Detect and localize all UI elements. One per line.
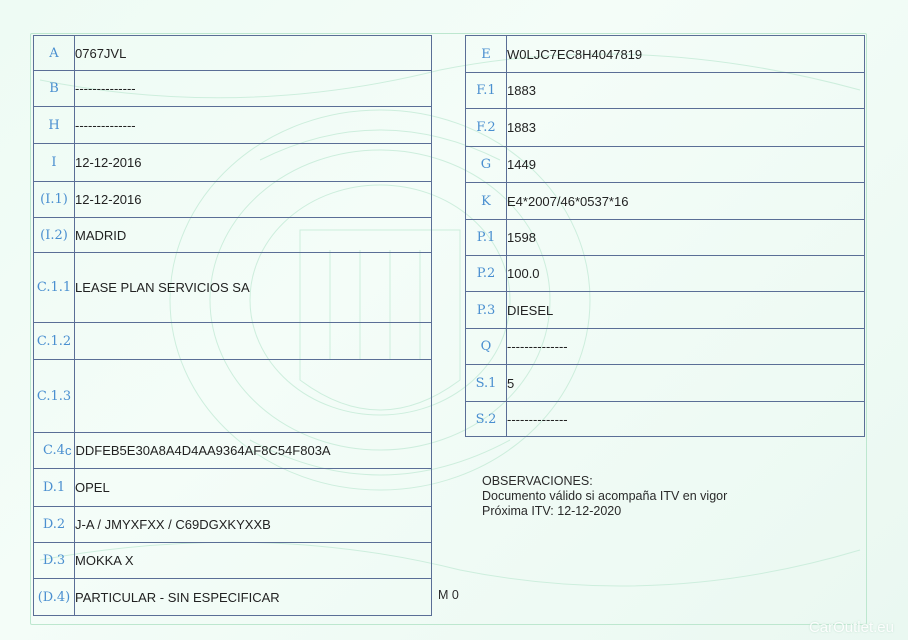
table-row	[466, 73, 865, 109]
field-code: C.4	[34, 433, 75, 469]
table-row	[466, 402, 865, 437]
field-code: D.1	[34, 469, 75, 507]
field-value: J-A / JMYXFXX / C69DGXKYXXB	[75, 507, 432, 543]
field-code: H	[34, 107, 75, 144]
field-value: --------------	[75, 71, 432, 107]
field-value: LEASE PLAN SERVICIOS SA	[75, 253, 432, 323]
left-registration-table	[33, 35, 432, 616]
table-row	[34, 360, 432, 433]
field-code: (D.4)	[34, 579, 75, 616]
field-code: G	[466, 147, 507, 183]
field-value: --------------	[507, 402, 865, 437]
observations-block	[482, 474, 727, 519]
table-row	[34, 218, 432, 253]
field-value: DIESEL	[507, 292, 865, 329]
field-value: 1883	[507, 109, 865, 147]
field-value: E4*2007/46*0537*16	[507, 183, 865, 220]
field-code: (I.2)	[34, 218, 75, 253]
field-value: MADRID	[75, 218, 432, 253]
field-value: 5	[507, 365, 865, 402]
right-registration-table	[465, 35, 865, 437]
field-value	[75, 323, 432, 360]
field-value	[75, 360, 432, 433]
table-row	[466, 256, 865, 292]
table-row	[466, 220, 865, 256]
field-code: C.1.2	[34, 323, 75, 360]
observations-line: Próxima ITV: 12-12-2020	[482, 504, 622, 518]
table-row	[466, 183, 865, 220]
field-value-text: DDFEB5E30A8A4D4AA9364AF8C54F803A	[75, 443, 331, 458]
table-row	[34, 323, 432, 360]
table-row	[34, 579, 432, 616]
table-row	[34, 144, 432, 182]
field-code: C.1.1	[34, 253, 75, 323]
field-code: P.1	[466, 220, 507, 256]
observations-heading: OBSERVACIONES:	[482, 474, 593, 488]
table-row	[34, 182, 432, 218]
field-value: 1449	[507, 147, 865, 183]
watermark: CarOutlet.eu	[808, 619, 894, 636]
field-value: --------------	[75, 107, 432, 144]
table-row	[34, 433, 432, 469]
table-row	[466, 329, 865, 365]
table-row	[34, 543, 432, 579]
field-value: --------------	[507, 329, 865, 365]
mark-label: M 0	[438, 588, 459, 602]
field-value: 0767JVL	[75, 36, 432, 71]
table-row	[34, 107, 432, 144]
field-code: A	[34, 36, 75, 71]
field-value: PARTICULAR - SIN ESPECIFICAR	[75, 579, 432, 616]
field-code: S.1	[466, 365, 507, 402]
field-code: F.2	[466, 109, 507, 147]
field-value: 12-12-2016	[75, 182, 432, 218]
field-value: 12-12-2016	[75, 144, 432, 182]
table-row	[466, 147, 865, 183]
table-row	[34, 36, 432, 71]
field-code: E	[466, 36, 507, 73]
field-code: Q	[466, 329, 507, 365]
field-code: K	[466, 183, 507, 220]
table-row	[466, 36, 865, 73]
field-code: I	[34, 144, 75, 182]
observations-line: Documento válido si acompaña ITV en vigor	[482, 489, 728, 503]
table-row	[466, 292, 865, 329]
table-row	[34, 507, 432, 543]
table-row	[34, 253, 432, 323]
field-code: F.1	[466, 73, 507, 109]
field-value: 1883	[507, 73, 865, 109]
field-code: S.2	[466, 402, 507, 437]
field-code: (I.1)	[34, 182, 75, 218]
field-prefix: c	[65, 443, 72, 458]
field-value: 100.0	[507, 256, 865, 292]
field-code: D.2	[34, 507, 75, 543]
field-code: P.3	[466, 292, 507, 329]
table-row	[466, 365, 865, 402]
table-row	[466, 109, 865, 147]
field-value: 1598	[507, 220, 865, 256]
table-row	[34, 71, 432, 107]
field-code: D.3	[34, 543, 75, 579]
field-value	[65, 433, 432, 469]
field-code: B	[34, 71, 75, 107]
field-code: C.1.3	[34, 360, 75, 433]
field-value: OPEL	[75, 469, 432, 507]
table-row	[34, 469, 432, 507]
field-value: MOKKA X	[75, 543, 432, 579]
field-code: P.2	[466, 256, 507, 292]
field-value: W0LJC7EC8H4047819	[507, 36, 865, 73]
